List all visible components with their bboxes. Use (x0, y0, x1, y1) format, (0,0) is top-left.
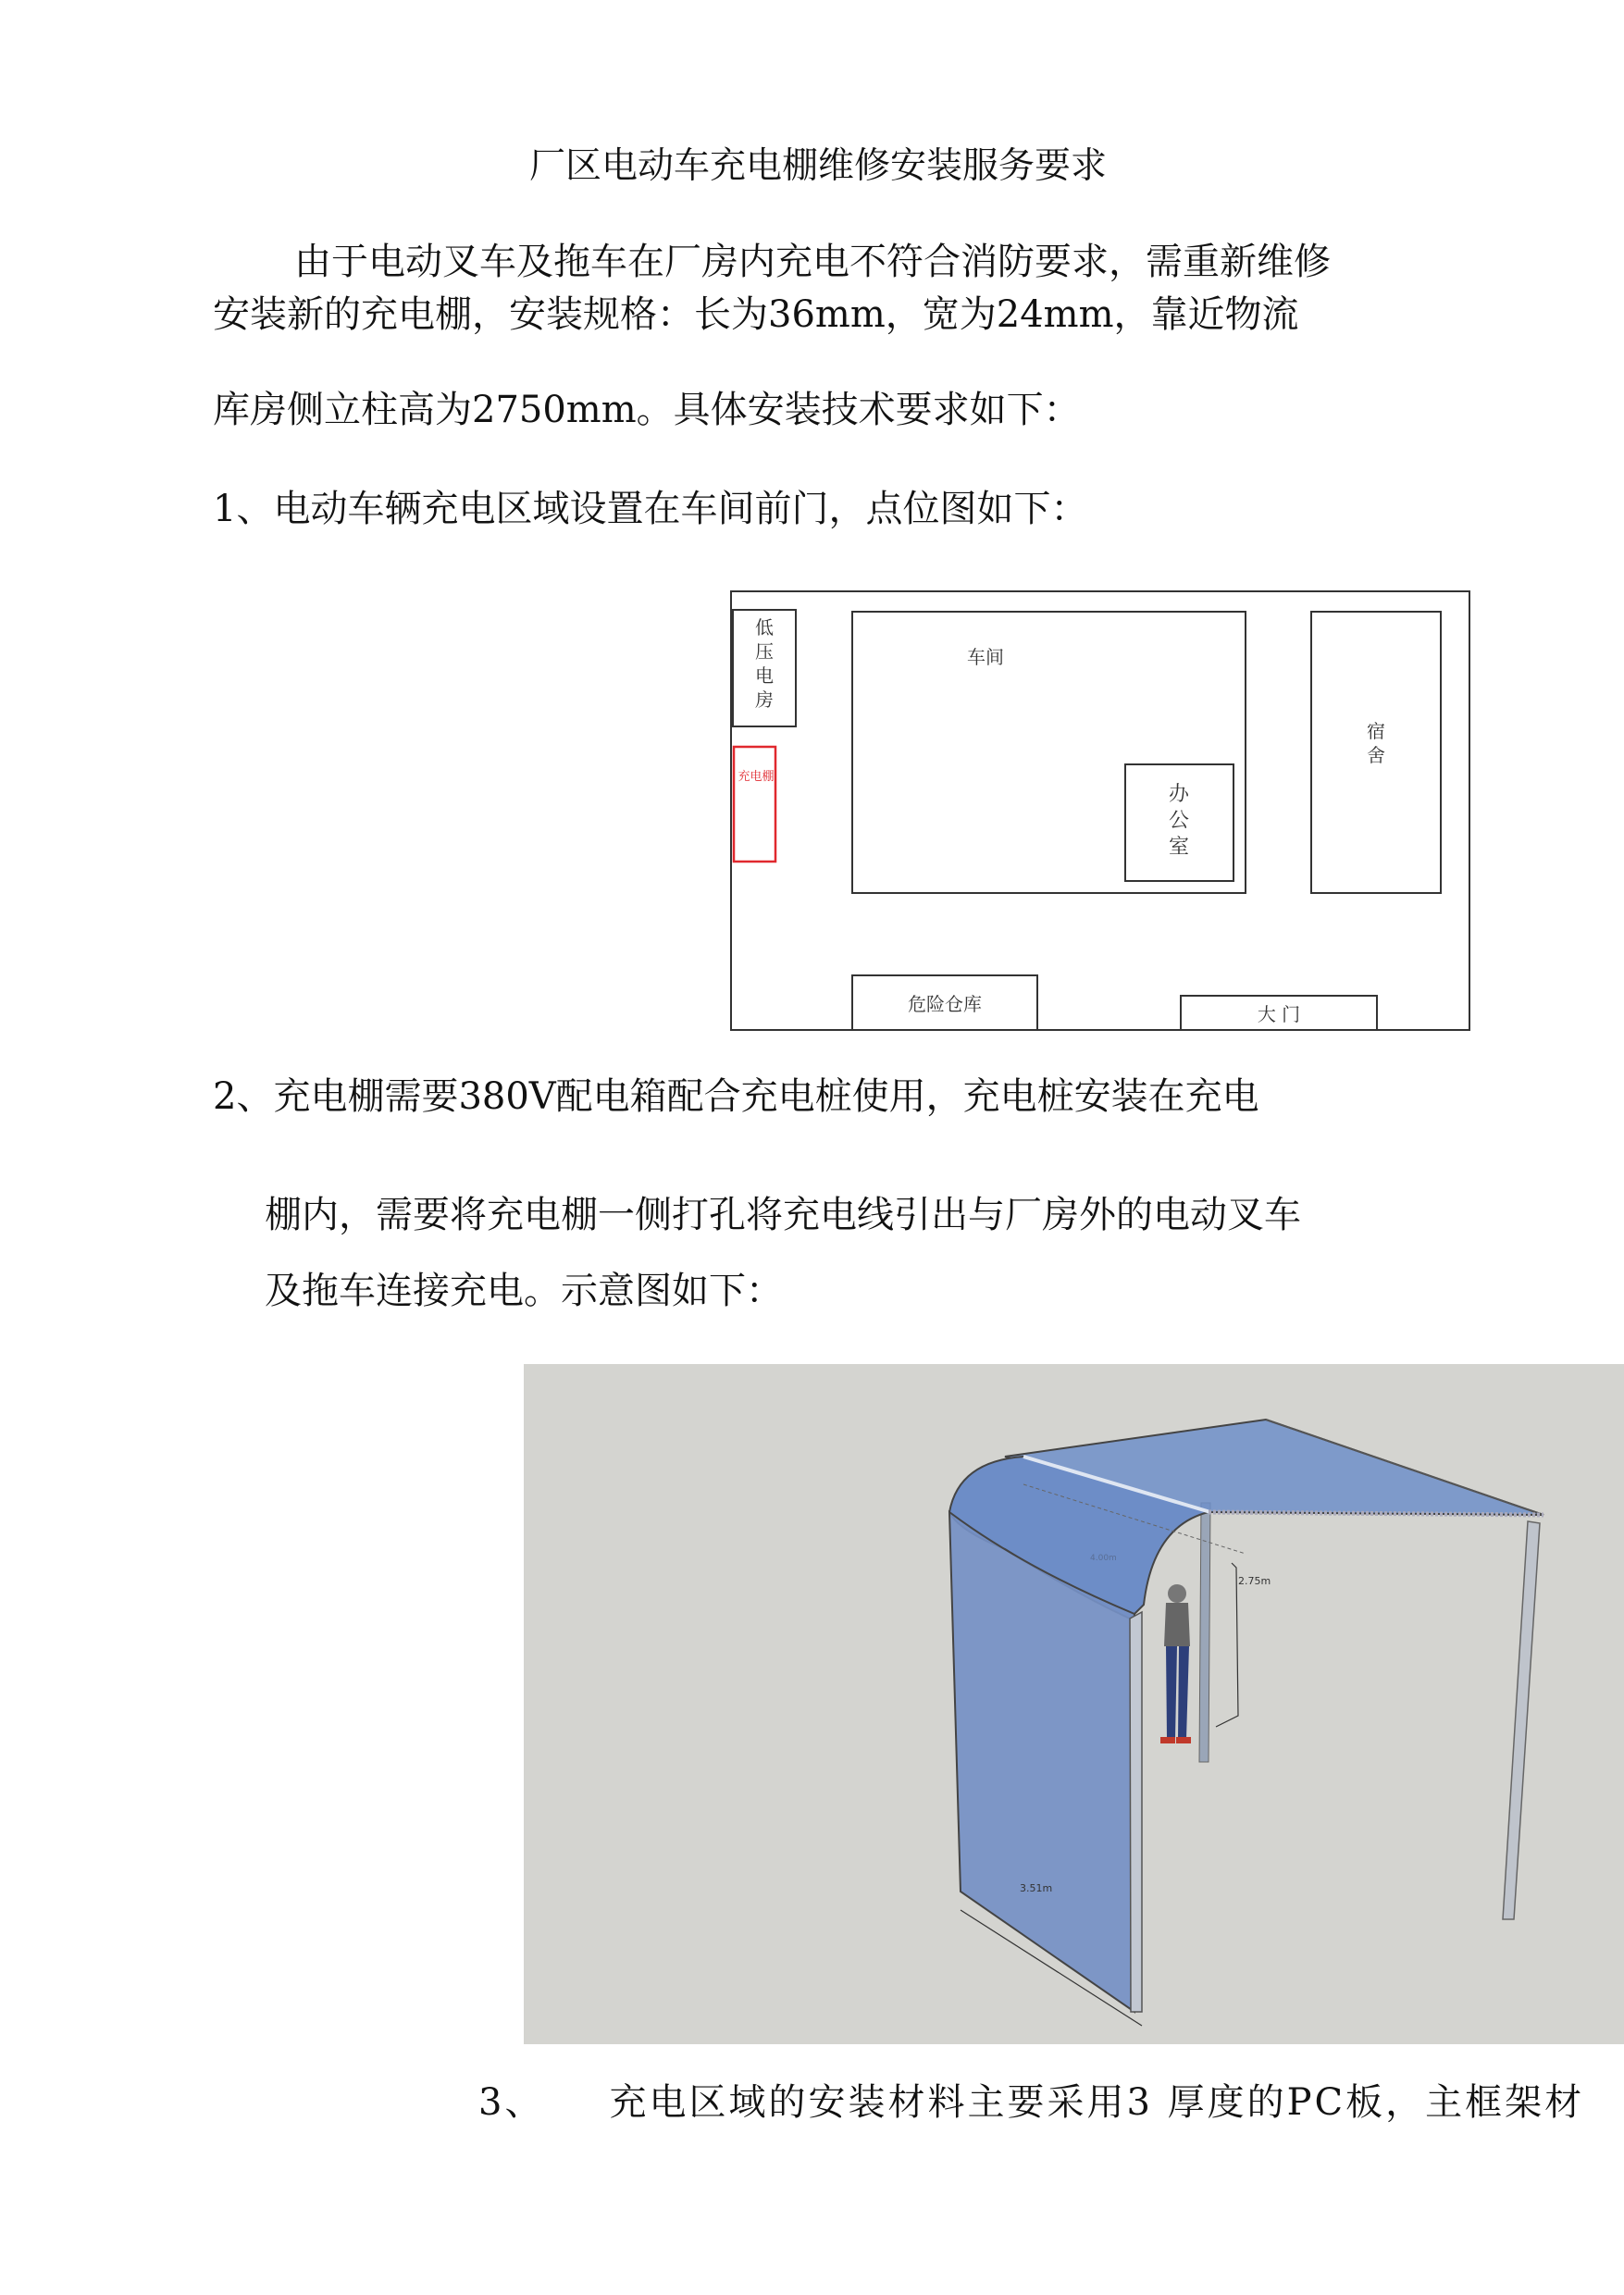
span-dimension-label: 4.00m (1090, 1554, 1117, 1563)
requirement-item-2-line-2: 棚内，需要将充电棚一侧打孔将充电线引出与厂房外的电动叉车 (265, 1194, 1301, 1236)
charging-shed-illustration (524, 1364, 1624, 2044)
main-gate-label: 大 门 (1257, 1003, 1301, 1025)
low-voltage-room-label: 低压电房 (755, 616, 774, 711)
intro-paragraph-line-3: 库房侧立柱高为2750mm。具体安装技术要求如下： (213, 389, 1081, 431)
page-title: 厂区电动车充电棚维修安装服务要求 (529, 145, 1108, 187)
site-layout-diagram (729, 589, 1471, 1034)
charging-shed-label: 充电棚 (738, 770, 775, 784)
height-dimension-label: 2.75m (1238, 1575, 1271, 1587)
hazard-warehouse-label: 危险仓库 (908, 993, 982, 1015)
width-dimension-label: 3.51m (1020, 1882, 1053, 1894)
office-label: 办公室 (1168, 783, 1190, 860)
item-3-number: 3、 (478, 2081, 545, 2124)
dormitory-label: 宿舍 (1367, 720, 1385, 766)
requirement-item-3 (478, 2081, 1585, 2124)
requirement-item-2-line-1: 2、充电棚需要380V配电箱配合充电桩使用，充电桩安装在充电 (213, 1075, 1259, 1118)
requirement-item-2-line-3: 及拖车连接充电。示意图如下： (265, 1270, 783, 1312)
front-post (1130, 1612, 1142, 2012)
rear-post (1199, 1503, 1210, 1762)
workshop-label: 车间 (967, 646, 1004, 668)
item-3-text: 充电区域的安装材料主要采用3 厚度的PC板，主框架材 (609, 2081, 1585, 2124)
intro-paragraph-line-1: 由于电动叉车及拖车在厂房内充电不符合消防要求，需重新维修 (294, 241, 1331, 283)
intro-paragraph-line-2: 安装新的充电棚，安装规格：长为36mm，宽为24mm，靠近物流 (213, 293, 1299, 336)
requirement-item-1: 1、电动车辆充电区域设置在车间前门，点位图如下： (213, 488, 1088, 530)
site-boundary (731, 591, 1469, 1030)
